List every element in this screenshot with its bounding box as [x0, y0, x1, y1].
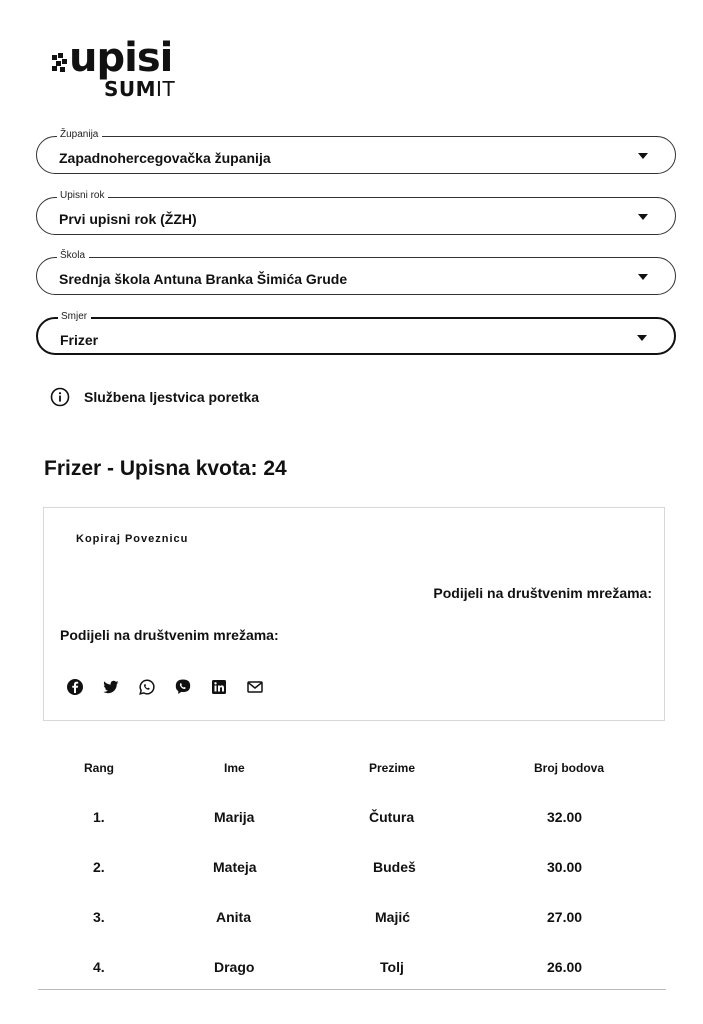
whatsapp-icon[interactable]	[138, 678, 156, 696]
table-row	[36, 902, 666, 932]
share-label-right: Podijeli na društvenim mrežama:	[433, 585, 652, 601]
points-cell: 27.00	[547, 909, 583, 925]
chevron-down-icon	[638, 153, 648, 159]
logo-wordmark	[52, 36, 172, 80]
last-name-cell: Majić	[375, 909, 411, 925]
email-icon[interactable]	[246, 678, 264, 696]
table-header-row	[36, 754, 666, 784]
header-rank: Rang	[84, 761, 114, 775]
county-select-label: Županija	[57, 128, 102, 142]
chevron-down-icon	[637, 335, 647, 341]
chevron-down-icon	[638, 274, 648, 280]
last-name-cell: Budeš	[373, 859, 416, 875]
last-name-cell: Čutura	[369, 809, 415, 825]
rank-cell: 4.	[93, 959, 105, 975]
program-select-label: Smjer	[58, 310, 91, 324]
logo-mark-icon	[52, 53, 68, 73]
header-last-name: Prezime	[369, 761, 416, 775]
points-cell: 32.00	[547, 809, 583, 825]
school-select-label: Škola	[57, 249, 89, 263]
social-share-icons	[66, 676, 276, 700]
logo-sub-light: IT	[156, 77, 176, 101]
rank-cell: 2.	[93, 859, 105, 875]
first-name-cell: Mateja	[213, 859, 257, 875]
facebook-icon[interactable]	[66, 678, 84, 696]
first-name-cell: Drago	[214, 959, 255, 975]
official-ranking-label: Službena ljestvica poretka	[84, 389, 260, 405]
header-points: Broj bodova	[534, 761, 605, 775]
share-label-left: Podijeli na društvenim mrežama:	[60, 627, 279, 643]
viber-icon[interactable]	[174, 678, 192, 696]
table-row	[36, 802, 666, 832]
points-cell: 30.00	[547, 859, 583, 875]
page-title: Frizer - Upisna kvota: 24	[44, 457, 287, 480]
rank-cell: 1.	[93, 809, 105, 825]
logo-subtext	[104, 78, 175, 100]
county-select-value: Zapadnohercegovačka županija	[59, 150, 271, 166]
chevron-down-icon	[638, 214, 648, 220]
info-icon	[50, 387, 70, 407]
enrollment-period-select[interactable]	[36, 190, 676, 235]
enrollment-period-value: Prvi upisni rok (ŽZH)	[59, 211, 197, 227]
county-select[interactable]	[36, 129, 676, 174]
first-name-cell: Marija	[214, 809, 255, 825]
school-select[interactable]	[36, 250, 676, 295]
program-select[interactable]	[36, 311, 676, 355]
copy-link-button[interactable]: Kopiraj Poveznicu	[76, 533, 189, 545]
points-cell: 26.00	[547, 959, 583, 975]
twitter-icon[interactable]	[102, 678, 120, 696]
program-select-value: Frizer	[60, 332, 99, 348]
linkedin-icon[interactable]	[210, 678, 228, 696]
table-row	[36, 852, 666, 882]
enrollment-period-label: Upisni rok	[57, 189, 108, 203]
logo-sub-bold: SUM	[104, 77, 157, 101]
share-panel	[43, 507, 665, 721]
first-name-cell: Anita	[216, 909, 251, 925]
upisi-logo[interactable]	[52, 36, 192, 100]
rank-cell: 3.	[93, 909, 105, 925]
logo-text: upisi	[69, 35, 173, 81]
table-row	[36, 952, 666, 982]
table-bottom-divider	[38, 989, 666, 990]
header-first-name: Ime	[224, 761, 245, 775]
school-select-value: Srednja škola Antuna Branka Šimića Grude	[59, 271, 348, 287]
last-name-cell: Tolj	[380, 959, 404, 975]
